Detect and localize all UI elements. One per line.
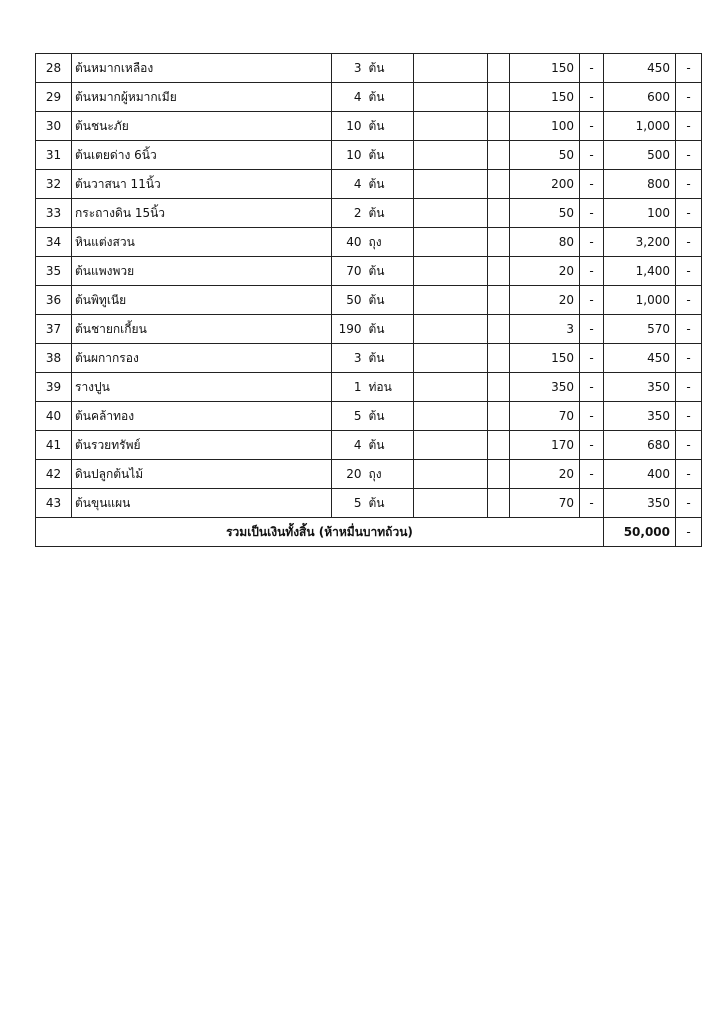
blank-cell [414, 431, 488, 460]
item-number: 35 [36, 257, 72, 286]
blank-cell [414, 112, 488, 141]
unit-price: 20 [510, 257, 580, 286]
line-amount: 680 [604, 431, 676, 460]
blank-cell [488, 199, 510, 228]
line-amount: 600 [604, 83, 676, 112]
line-amount: 350 [604, 489, 676, 518]
total-row [36, 518, 702, 547]
unit-price: 50 [510, 141, 580, 170]
table-row [36, 489, 702, 518]
unit-price: 170 [510, 431, 580, 460]
blank-cell [414, 344, 488, 373]
price-table [35, 53, 702, 547]
table-row [36, 141, 702, 170]
line-amount-satang: - [676, 344, 702, 373]
blank-cell [488, 54, 510, 83]
unit-price-satang: - [580, 170, 604, 199]
item-number: 39 [36, 373, 72, 402]
item-name: ต้นขุนแผน [72, 489, 332, 518]
line-amount-satang: - [676, 112, 702, 141]
blank-cell [414, 170, 488, 199]
item-name: ต้นวาสนา 11นิ้ว [72, 170, 332, 199]
total-label: รวมเป็นเงินทั้งสิ้น (ห้าหมื่นบาทถ้วน) [36, 518, 604, 547]
unit-price-satang: - [580, 431, 604, 460]
table-row [36, 344, 702, 373]
item-unit: ต้น [368, 315, 414, 344]
unit-price: 150 [510, 83, 580, 112]
unit-price-satang: - [580, 112, 604, 141]
item-number: 43 [36, 489, 72, 518]
line-amount-satang: - [676, 141, 702, 170]
table-row [36, 431, 702, 460]
unit-price-satang: - [580, 286, 604, 315]
blank-cell [488, 228, 510, 257]
unit-price-satang: - [580, 141, 604, 170]
blank-cell [488, 112, 510, 141]
item-quantity: 190 [332, 315, 368, 344]
item-name: ต้นชนะภัย [72, 112, 332, 141]
unit-price: 150 [510, 344, 580, 373]
item-number: 42 [36, 460, 72, 489]
item-quantity: 4 [332, 170, 368, 199]
item-unit: ต้น [368, 402, 414, 431]
table-row [36, 199, 702, 228]
item-unit: ต้น [368, 286, 414, 315]
item-number: 34 [36, 228, 72, 257]
unit-price: 100 [510, 112, 580, 141]
blank-cell [414, 54, 488, 83]
item-number: 38 [36, 344, 72, 373]
blank-cell [414, 199, 488, 228]
item-number: 40 [36, 402, 72, 431]
blank-cell [488, 315, 510, 344]
table-row [36, 112, 702, 141]
item-quantity: 5 [332, 489, 368, 518]
blank-cell [414, 286, 488, 315]
blank-cell [488, 431, 510, 460]
blank-cell [414, 257, 488, 286]
line-amount-satang: - [676, 460, 702, 489]
blank-cell [488, 286, 510, 315]
item-number: 36 [36, 286, 72, 315]
line-amount-satang: - [676, 315, 702, 344]
table-row [36, 373, 702, 402]
table-row [36, 257, 702, 286]
blank-cell [414, 460, 488, 489]
table-row [36, 460, 702, 489]
unit-price: 20 [510, 286, 580, 315]
table-row [36, 228, 702, 257]
unit-price-satang: - [580, 257, 604, 286]
line-amount: 350 [604, 373, 676, 402]
blank-cell [488, 141, 510, 170]
item-unit: ถุง [368, 228, 414, 257]
blank-cell [414, 141, 488, 170]
item-quantity: 4 [332, 431, 368, 460]
item-number: 41 [36, 431, 72, 460]
item-quantity: 4 [332, 83, 368, 112]
blank-cell [488, 257, 510, 286]
item-unit: ต้น [368, 141, 414, 170]
item-name: รางปูน [72, 373, 332, 402]
table-body [36, 54, 702, 518]
unit-price-satang: - [580, 489, 604, 518]
line-amount-satang: - [676, 373, 702, 402]
item-name: ต้นพิทูเนีย [72, 286, 332, 315]
blank-cell [414, 489, 488, 518]
unit-price-satang: - [580, 344, 604, 373]
item-unit: ต้น [368, 431, 414, 460]
line-amount-satang: - [676, 83, 702, 112]
item-quantity: 5 [332, 402, 368, 431]
total-amount: 50,000 [604, 518, 676, 547]
item-unit: ต้น [368, 257, 414, 286]
unit-price-satang: - [580, 460, 604, 489]
blank-cell [414, 83, 488, 112]
item-quantity: 2 [332, 199, 368, 228]
unit-price: 3 [510, 315, 580, 344]
item-unit: ต้น [368, 83, 414, 112]
unit-price-satang: - [580, 228, 604, 257]
item-quantity: 10 [332, 112, 368, 141]
blank-cell [414, 228, 488, 257]
unit-price: 200 [510, 170, 580, 199]
item-quantity: 40 [332, 228, 368, 257]
line-amount: 570 [604, 315, 676, 344]
table-row [36, 402, 702, 431]
blank-cell [488, 402, 510, 431]
line-amount: 500 [604, 141, 676, 170]
table-row [36, 315, 702, 344]
unit-price: 150 [510, 54, 580, 83]
line-amount: 350 [604, 402, 676, 431]
item-unit: ต้น [368, 54, 414, 83]
unit-price: 70 [510, 402, 580, 431]
item-unit: ต้น [368, 489, 414, 518]
line-amount: 1,000 [604, 286, 676, 315]
table-row [36, 54, 702, 83]
item-name: หินแต่งสวน [72, 228, 332, 257]
item-number: 30 [36, 112, 72, 141]
line-amount: 450 [604, 54, 676, 83]
unit-price-satang: - [580, 373, 604, 402]
item-quantity: 3 [332, 54, 368, 83]
blank-cell [414, 402, 488, 431]
item-unit: ต้น [368, 170, 414, 199]
unit-price: 350 [510, 373, 580, 402]
item-number: 31 [36, 141, 72, 170]
line-amount-satang: - [676, 286, 702, 315]
blank-cell [488, 344, 510, 373]
unit-price-satang: - [580, 83, 604, 112]
item-quantity: 3 [332, 344, 368, 373]
unit-price-satang: - [580, 54, 604, 83]
item-number: 29 [36, 83, 72, 112]
line-amount: 800 [604, 170, 676, 199]
line-amount-satang: - [676, 228, 702, 257]
line-amount-satang: - [676, 257, 702, 286]
item-name: ดินปลูกต้นไม้ [72, 460, 332, 489]
unit-price-satang: - [580, 315, 604, 344]
item-number: 28 [36, 54, 72, 83]
unit-price: 80 [510, 228, 580, 257]
item-quantity: 1 [332, 373, 368, 402]
table-row [36, 170, 702, 199]
line-amount-satang: - [676, 431, 702, 460]
item-number: 32 [36, 170, 72, 199]
blank-cell [414, 373, 488, 402]
line-amount-satang: - [676, 489, 702, 518]
unit-price-satang: - [580, 199, 604, 228]
blank-cell [488, 489, 510, 518]
total-satang: - [676, 518, 702, 547]
item-name: ต้นแพงพวย [72, 257, 332, 286]
blank-cell [488, 373, 510, 402]
line-amount-satang: - [676, 170, 702, 199]
line-amount: 450 [604, 344, 676, 373]
item-unit: ต้น [368, 344, 414, 373]
item-unit: ท่อน [368, 373, 414, 402]
unit-price-satang: - [580, 402, 604, 431]
line-amount: 100 [604, 199, 676, 228]
unit-price: 70 [510, 489, 580, 518]
line-amount: 400 [604, 460, 676, 489]
item-unit: ถุง [368, 460, 414, 489]
item-name: ต้นคล้าทอง [72, 402, 332, 431]
item-name: ต้นหมากเหลือง [72, 54, 332, 83]
item-name: ต้นผกากรอง [72, 344, 332, 373]
item-name: ต้นชายกเกี้ยน [72, 315, 332, 344]
item-quantity: 50 [332, 286, 368, 315]
item-name: ต้นเตยด่าง 6นิ้ว [72, 141, 332, 170]
line-amount: 1,400 [604, 257, 676, 286]
line-amount: 1,000 [604, 112, 676, 141]
item-unit: ต้น [368, 199, 414, 228]
blank-cell [488, 460, 510, 489]
item-quantity: 10 [332, 141, 368, 170]
line-amount-satang: - [676, 199, 702, 228]
unit-price: 20 [510, 460, 580, 489]
item-quantity: 70 [332, 257, 368, 286]
item-number: 37 [36, 315, 72, 344]
table-row [36, 83, 702, 112]
blank-cell [488, 170, 510, 199]
blank-cell [414, 315, 488, 344]
item-number: 33 [36, 199, 72, 228]
table-row [36, 286, 702, 315]
blank-cell [488, 83, 510, 112]
unit-price: 50 [510, 199, 580, 228]
line-amount: 3,200 [604, 228, 676, 257]
item-unit: ต้น [368, 112, 414, 141]
line-amount-satang: - [676, 402, 702, 431]
line-amount-satang: - [676, 54, 702, 83]
item-name: กระถางดิน 15นิ้ว [72, 199, 332, 228]
item-quantity: 20 [332, 460, 368, 489]
item-name: ต้นรวยทรัพย์ [72, 431, 332, 460]
item-name: ต้นหมากผู้หมากเมีย [72, 83, 332, 112]
